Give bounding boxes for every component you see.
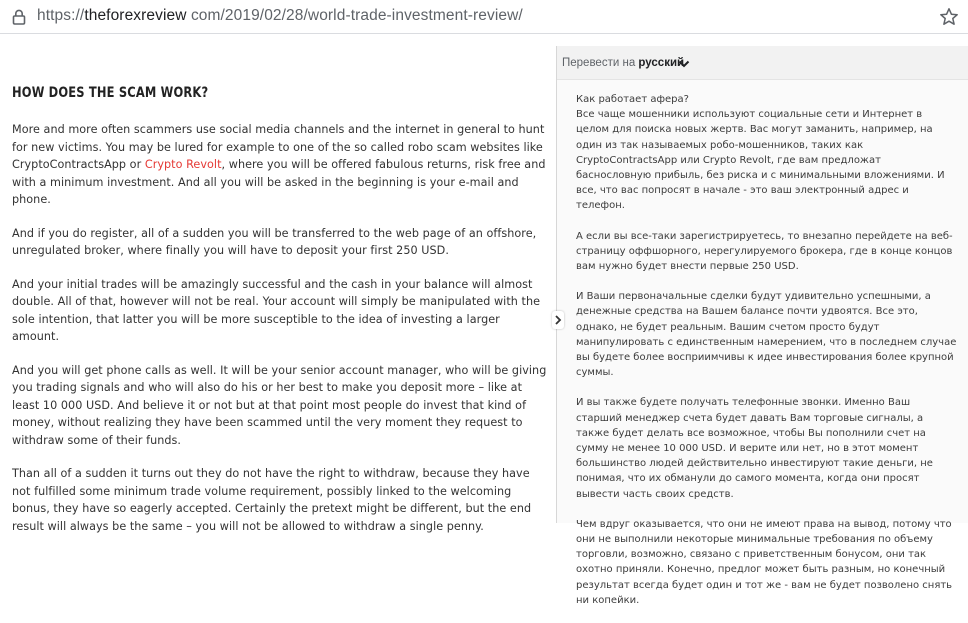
translate-panel	[557, 46, 968, 606]
article-paragraph-4: And you will get phone calls as well. It will be your senior account manager, who will be giving you trading signals and who will also do his or her best to make you deposit more – like at least 10 000 USD. And believe it or not but at that point most people do invest that kind of money, without realizing they have been scammed until the very moment they request to withdraw some of their funds.	[12, 363, 547, 447]
translated-paragraph-5: Чем вдруг оказывается, что они не имеют права на вывод, потому что они не выполнили некоторые минимальные требования по объему торговли, возможно, связано с приветственным бонусом, они так охотно приняли. Конечно, предлог может быть разным, но конечный результат всегда будет один и тот же - вам не будет позволено снять ни копейки.	[576, 518, 953, 606]
chevron-down-icon[interactable]	[678, 59, 690, 69]
url-scheme: https://	[37, 7, 85, 24]
article-paragraph-3: And your initial trades will be amazingly successful and the cash in your balance will almost double. All of that, however will not be real. Your account will simply be manipulated with the sole intention, that latter you will be more susceptible to the idea of investing a larger amount.	[12, 277, 541, 343]
translate-label: Перевести на	[562, 57, 636, 69]
paragraph-1-end: , where you will be offered fabulous returns, risk free and with a minimum investment. And all you will be asked in the beginning is your e-mail and phone.	[12, 158, 546, 206]
url-path: com/2019/02/28/world-trade-investment-review/	[186, 7, 523, 24]
translated-text	[576, 92, 958, 623]
translated-paragraph-1-text: Все чаще мошенники используют социальные сети и Интернет в целом для поиска новых жертв. Вас могут заманить, например, на один из так называемых робо-мошенников, таких как CryptoContractsApp или Crypto Revolt, где вам предложат баснословную прибыль, без риска и с минимальными вложениями. И все, что вас попросят в начале - это ваш электронный адрес и телефон.	[576, 109, 945, 212]
translated-paragraph-4: И вы также будете получать телефонные звонки. Именно Ваш старший менеджер счета будет давать Вам торговые сигналы, а также будет делать все возможное, чтобы Вы пополнили счет на сумму не менее 10 000 USD. И верите или нет, но в этот момент большинство людей действительно инвестируют такие деньги, не понимая, что их обманули до самого момента, когда они просят вывести часть своих средств.	[576, 397, 933, 500]
crypto-revolt-link[interactable]: Crypto Revolt	[144, 158, 222, 171]
star-outline-icon[interactable]	[938, 6, 960, 28]
article-paragraph-2: And if you do register, all of a sudden you will be transferred to the web page of an offshore, unregulated broker, where finally you will have to deposit your first 250 USD.	[12, 226, 537, 257]
translated-paragraph-2: А если вы все-таки зарегистрируетесь, то внезапно перейдете на веб-страницу оффшорного, нерегулируемого брокера, где в конце концов вам нужно будет внести первые 250 USD.	[576, 230, 953, 273]
chevron-right-icon	[552, 311, 564, 329]
article-paragraph-5: Than all of a sudden it turns out they do not have the right to withdraw, because they have not fulfilled some minimum trade volume requirement, possibly linked to the welcoming bonus, they have so eagerly accepted. Certainly the pretext might be different, but the end result will always be the same – you will not be allowed to withdraw a single penny.	[12, 467, 532, 533]
panel-toggle[interactable]	[552, 311, 564, 329]
address-bar[interactable]	[0, 0, 968, 34]
translated-paragraph-1	[576, 92, 958, 214]
paragraph-1-start: More and more often scammers use social media channels and the internet in general to hunt for new victims. You may be lured for example to one of the so called robo scam websites like CryptoContractsApp or	[12, 123, 545, 171]
translated-heading: Как работает афера?	[576, 94, 689, 105]
lock-icon[interactable]	[10, 8, 28, 26]
translate-language-selector[interactable]	[562, 57, 684, 69]
article-body	[12, 82, 547, 551]
translate-language: русский	[638, 57, 685, 69]
translate-bar	[557, 46, 968, 80]
article-paragraph-1	[12, 121, 547, 209]
translated-paragraph-3: И Ваши первоначальные сделки будут удивительно успешными, а денежные средства на Вашем балансе почти удвоятся. Все это, однако, не будет реальным. Вашим счетом просто будут манипулировать с единственным намерением, что в последнем случае вы будете более восприимчивы к идее инвестирования более крупной суммы.	[576, 291, 957, 379]
url-host: theforexreview	[84, 7, 187, 24]
article-heading: HOW DOES THE SCAM WORK?	[12, 85, 209, 101]
url-text[interactable]	[37, 7, 523, 25]
